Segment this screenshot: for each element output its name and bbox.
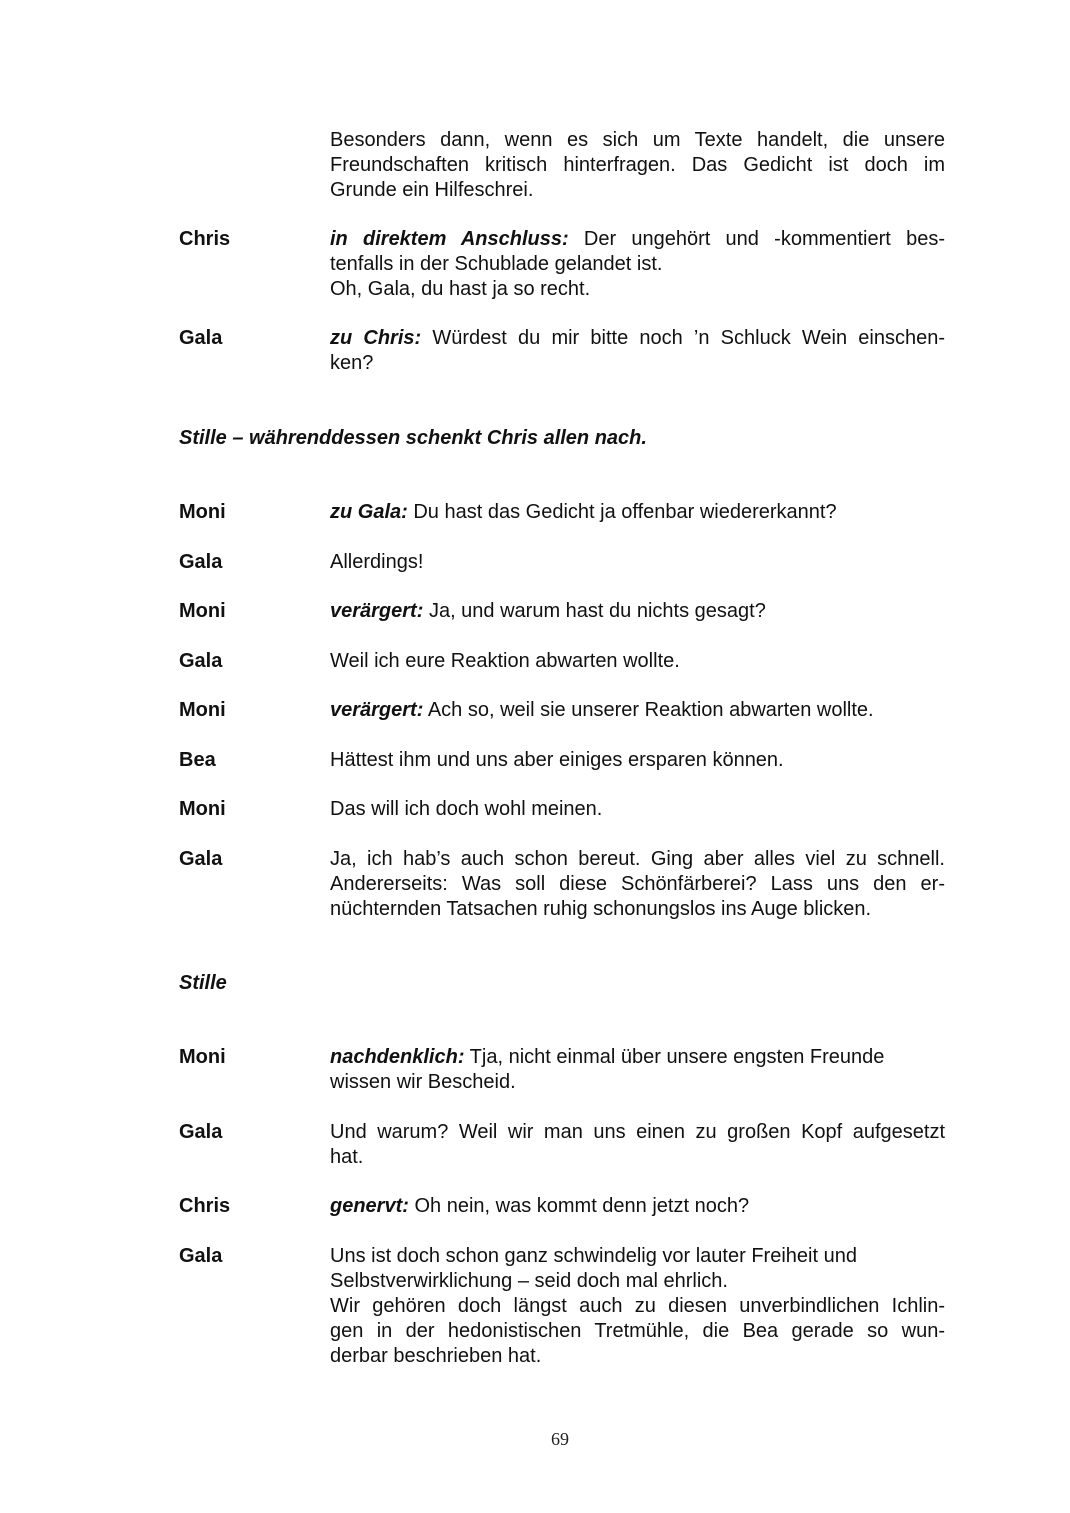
speech-text <box>330 1194 945 1219</box>
speech-text <box>330 1244 945 1369</box>
speech-text <box>330 550 945 575</box>
speaker-name: Moni <box>179 1046 226 1068</box>
speaker-name: Moni <box>179 501 226 523</box>
speech-fragment: Du hast das Gedicht ja offenbar wiedererkannt? <box>407 501 837 523</box>
stage-direction-inline: in direktem Anschluss: <box>330 228 569 250</box>
speaker-name: Gala <box>179 327 223 349</box>
speech-text <box>330 1120 945 1170</box>
speech-text <box>330 500 945 525</box>
speech-text <box>330 748 945 773</box>
speech-fragment: Oh nein, was kommt denn jetzt noch? <box>408 1195 750 1217</box>
speech-line: Andererseits: Was soll diese Schönfärberei? Lass uns den er- <box>330 873 945 895</box>
speech-fragment: Ja, und warum hast du nichts gesagt? <box>423 600 766 622</box>
speech-text <box>330 1045 945 1095</box>
speech-text <box>330 797 945 822</box>
speech-text <box>330 847 945 922</box>
speech-text <box>330 326 945 376</box>
speaker-name: Gala <box>179 1245 223 1267</box>
speech-line: Freundschaften kritisch hinterfragen. Das Gedicht ist doch im <box>330 154 945 176</box>
stage-direction-inline: nachdenklich: <box>330 1046 465 1068</box>
speech-line: hat. <box>330 1146 364 1168</box>
speech-fragment: Würdest du mir bitte noch ’n Schluck Wein einschen- <box>421 327 945 349</box>
speech-line <box>330 1045 945 1070</box>
speech-line <box>330 500 945 525</box>
stage-direction-inline: zu Chris: <box>330 327 422 349</box>
speech-line: Wir gehören doch längst auch zu diesen unverbindlichen Ichlin- <box>330 1295 945 1317</box>
speech-line: Das will ich doch wohl meinen. <box>330 798 603 820</box>
speaker-name: Chris <box>179 228 231 250</box>
stage-direction-inline: genervt: <box>330 1195 409 1217</box>
speech-line: Grunde ein Hilfeschrei. <box>330 179 534 201</box>
speech-text <box>330 227 945 302</box>
speaker-name: Gala <box>179 848 223 870</box>
speech-fragment: Ach so, weil sie unserer Reaktion abwarten wollte. <box>423 699 874 721</box>
speech-line <box>330 599 945 624</box>
speech-line: gen in der hedonistischen Tretmühle, die Bea gerade so wun- <box>330 1320 945 1342</box>
speaker-name: Gala <box>179 650 223 672</box>
speech-line: Allerdings! <box>330 551 424 573</box>
speaker-name: Gala <box>179 551 223 573</box>
stage-direction-inline: verärgert: <box>330 600 424 622</box>
speech-line: ken? <box>330 352 374 374</box>
speech-fragment: Der ungehört und -kommentiert bes- <box>568 228 945 250</box>
speaker-name: Chris <box>179 1195 231 1217</box>
stage-direction: Stille – währenddessen schenkt Chris allen nach. <box>179 427 647 449</box>
speech-line <box>330 326 945 351</box>
speech-line: wissen wir Bescheid. <box>330 1071 516 1093</box>
speech-line <box>330 227 945 252</box>
stage-direction-inline: verärgert: <box>330 699 424 721</box>
speech-text <box>330 128 945 203</box>
stage-direction: Stille <box>179 972 227 994</box>
speaker-name: Gala <box>179 1121 223 1143</box>
speech-line: nüchternden Tatsachen ruhig schonungslos ins Auge blicken. <box>330 898 872 920</box>
speech-line <box>330 1194 945 1219</box>
speech-line: Und warum? Weil wir man uns einen zu großen Kopf aufgesetzt <box>330 1121 945 1143</box>
speech-line: Weil ich eure Reaktion abwarten wollte. <box>330 650 680 672</box>
page-number: 69 <box>551 1429 569 1449</box>
speaker-name: Moni <box>179 699 226 721</box>
speech-line: Ja, ich hab’s auch schon bereut. Ging aber alles viel zu schnell. <box>330 848 945 870</box>
speech-text <box>330 649 945 674</box>
speaker-name: Moni <box>179 798 226 820</box>
speech-line <box>330 698 945 723</box>
speech-line: Oh, Gala, du hast ja so recht. <box>330 278 591 300</box>
speech-fragment: Tja, nicht einmal über unsere engsten Freunde <box>464 1046 885 1068</box>
speech-line: Selbstverwirklichung – seid doch mal ehrlich. <box>330 1270 728 1292</box>
speech-line: tenfalls in der Schublade gelandet ist. <box>330 253 663 275</box>
speaker-name: Moni <box>179 600 226 622</box>
speech-line: derbar beschrieben hat. <box>330 1345 542 1367</box>
speech-text <box>330 698 945 723</box>
speech-line: Besonders dann, wenn es sich um Texte handelt, die unsere <box>330 129 945 151</box>
speech-line: Hättest ihm und uns aber einiges ersparen können. <box>330 749 784 771</box>
speech-text <box>330 599 945 624</box>
speech-line: Uns ist doch schon ganz schwindelig vor lauter Freiheit und <box>330 1245 857 1267</box>
speaker-name: Bea <box>179 749 216 771</box>
stage-direction-inline: zu Gala: <box>330 501 408 523</box>
